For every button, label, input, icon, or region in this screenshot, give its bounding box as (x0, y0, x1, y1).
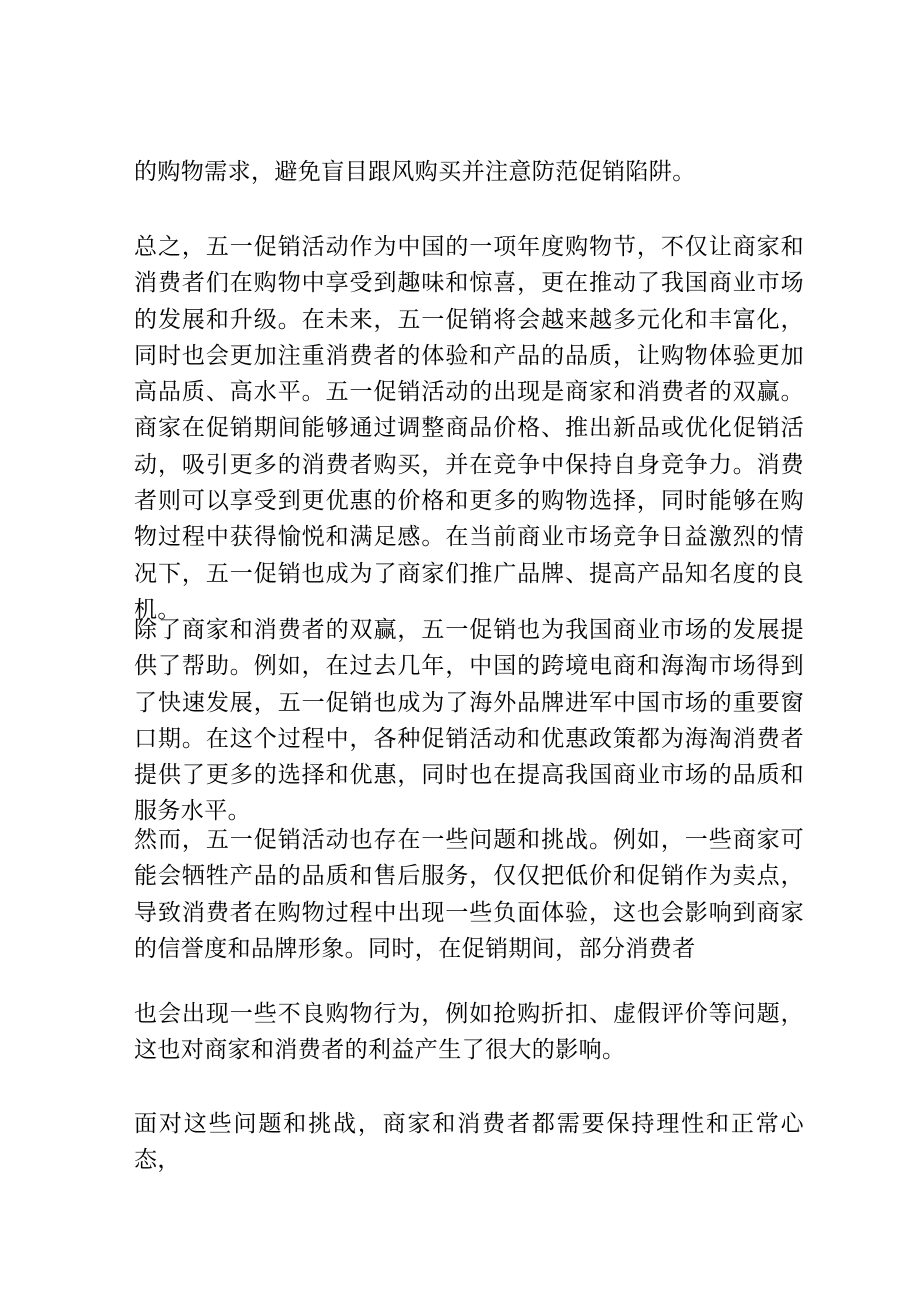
paragraph-6: 面对这些问题和挑战，商家和消费者都需要保持理性和正常心态， (134, 1111, 804, 1174)
paragraph-1: 的购物需求，避免盲目跟风购买并注意防范促销陷阱。 (134, 159, 696, 185)
paragraph-2: 总之，五一促销活动作为中国的一项年度购物节，不仅让商家和消费者们在购物中享受到趣味和惊喜，更在推动了我国商业市场的发展和升级。在未来，五一促销将会越来越多元化和丰富化，同时也会更加注重消费者的体验和产品的品质，让购物体验更加高品质、高水平。五一促销活动的出现是商家和消费者的双赢。商家在促销期间能够通过调整商品价格、推出新品或优化促销活动，吸引更多的消费者购买，并在竞争中保持自身竞争力。消费者则可以享受到更优惠的价格和更多的购物选择，同时能够在购物过程中获得愉悦和满足感。在当前商业市场竞争日益激烈的情况下，五一促销也成为了商家们推广品牌、提高产品知名度的良机。 (134, 234, 804, 623)
paragraph-3: 除了商家和消费者的双赢，五一促销也为我国商业市场的发展提供了帮助。例如，在过去几年，中国的跨境电商和海淘市场得到了快速发展，五一促销也成为了海外品牌进军中国市场的重要窗口期。在这个过程中，各种促销活动和优惠政策都为海淘消费者提供了更多的选择和优惠，同时也在提高我国商业市场的品质和服务水平。 (134, 617, 804, 825)
paragraph-5: 也会出现一些不良购物行为，例如抢购折扣、虚假评价等问题，这也对商家和消费者的利益产生了很大的影响。 (134, 1001, 804, 1064)
paragraph-4: 然而，五一促销活动也存在一些问题和挑战。例如，一些商家可能会牺牲产品的品质和售后服务，仅仅把低价和促销作为卖点，导致消费者在购物过程中出现一些负面体验，这也会影响到商家的信誉度和品牌形象。同时，在促销期间，部分消费者 (134, 827, 804, 962)
